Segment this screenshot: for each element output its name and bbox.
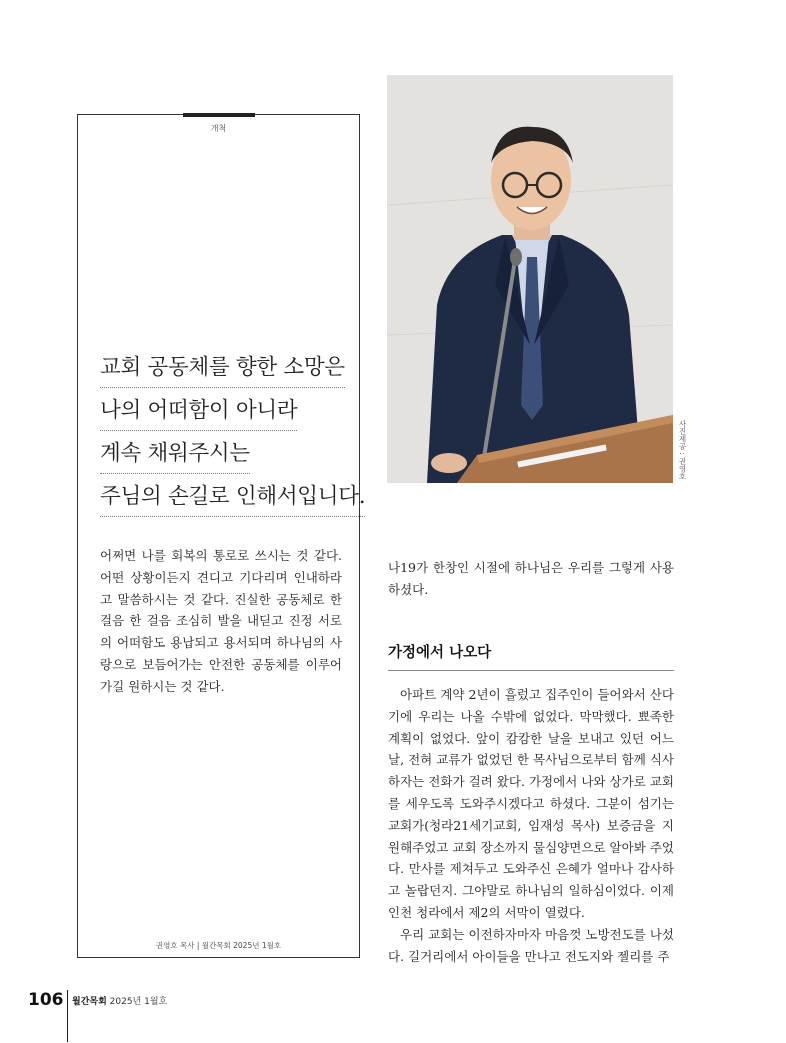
sidebar-box <box>77 114 366 958</box>
body-paragraph: 아파트 계약 2년이 흘렀고 집주인이 들어와서 산다기에 우리는 나올 수밖에 없었다. 막막했다. 뾰족한 계획이 없었다. 앞이 캄캄한 날을 보내고 있던 어느 날, 전혀 교류가 없었던 한 목사님으로부터 함께 식사하자는 전화가 걸려 왔다. 가정에서 나와 상가로 교회를 세우도록 도와주시겠다고 하셨다. 그분이 섬기는 교회가(청라21세기교회, 임재성 목사) 보증금을 지원해주었고 교회 장소까지 물심양면으로 알아봐 주었다. 만사를 제쳐두고 도와주신 은혜가 얼마나 감사하고 놀랍던지. 그야말로 하나님의 일하심이었다. 이제 인천 청라에서 제2의 서막이 열렸다. <box>388 687 674 920</box>
article-intro <box>388 557 674 601</box>
pull-quote-line: 주님의 손길로 인해서입니다. <box>100 482 365 517</box>
pull-quote <box>100 353 365 525</box>
magazine-issue: 2025년 1월호 <box>109 997 168 1007</box>
pull-quote-line: 계속 채워주시는 <box>100 439 250 474</box>
page-number: 106 <box>28 990 64 1010</box>
section-label: 개척 <box>210 124 227 133</box>
intro-paragraph: 나19가 한창인 시절에 하나님은 우리를 그렇게 사용하셨다. <box>388 560 674 597</box>
pastor-photo <box>387 75 673 483</box>
magazine-name: 월간목회 <box>72 997 107 1007</box>
sidebar-body-text: 어쩌면 나를 회복의 통로로 쓰시는 것 같다. 어떤 상황이든지 견디고 기다리며 인내하라고 말씀하시는 것 같다. 진실한 공동체로 한 걸음 한 걸음 조심히 발을 내딛고 진정 서로의 어떠함도 용납되고 용서되며 하나님의 사랑으로 보듬어가는 안전한 공동체를 이루어 가길 원하시는 것 같다. <box>100 548 342 694</box>
photo-credit: 사진제공 : 권영호 <box>678 420 687 480</box>
footer-divider <box>67 990 68 1042</box>
sidebar-footer: 권영호 목사 | 월간목회 2025년 1월호 <box>155 941 282 950</box>
article-body <box>388 684 674 967</box>
box-top-bar <box>183 113 255 117</box>
section-heading: 가정에서 나오다 <box>388 641 674 671</box>
magazine-footer <box>72 994 167 1007</box>
pull-quote-line: 나의 어떠함이 아니라 <box>100 396 297 431</box>
pastor-illustration <box>387 75 673 483</box>
pull-quote-line: 교회 공동체를 향한 소망은 <box>100 353 345 388</box>
body-paragraph: 우리 교회는 이전하자마자 마음껏 노방전도를 나섰다. 길거리에서 아이들을 만나고 전도지와 젤리를 주 <box>388 926 674 964</box>
